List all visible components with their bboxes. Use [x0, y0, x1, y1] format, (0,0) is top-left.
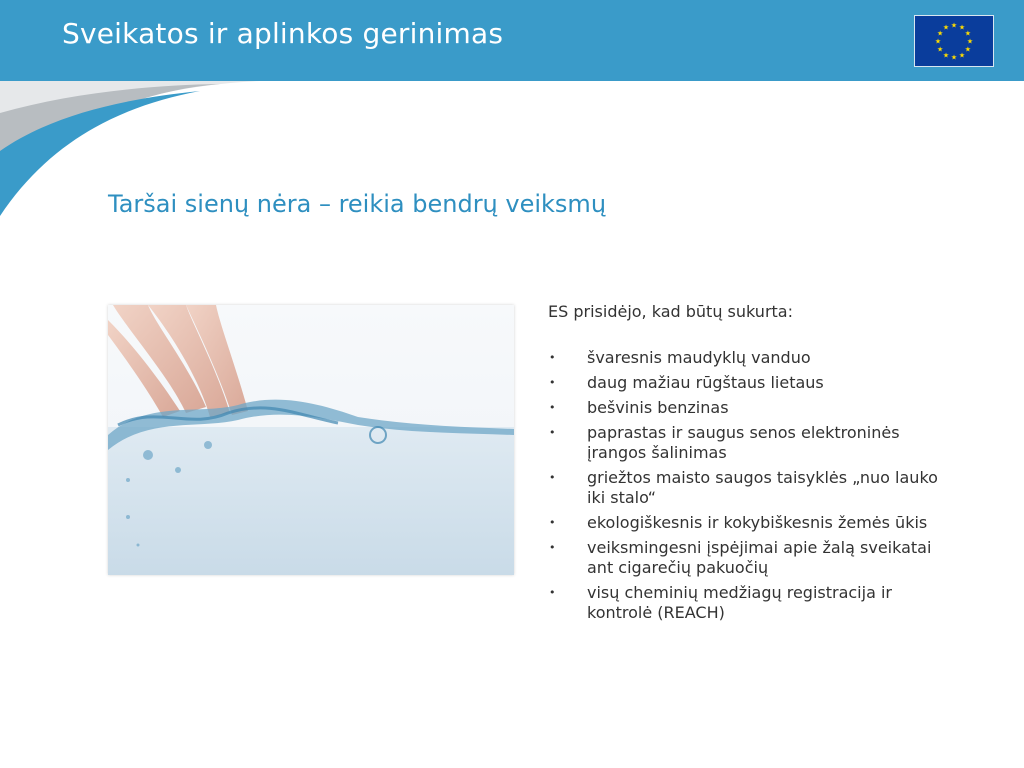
- list-item-text: švaresnis maudyklų vanduo: [587, 348, 811, 367]
- list-item: [548, 583, 948, 623]
- flag-star-icon: ★: [964, 29, 972, 38]
- intro-text: ES prisidėjo, kad būtų sukurta:: [548, 302, 793, 321]
- content-list: [548, 302, 948, 628]
- list-item: [548, 538, 948, 578]
- list-item: [548, 373, 948, 393]
- bullet-icon: •: [549, 351, 556, 364]
- flag-star-icon: ★: [958, 51, 966, 60]
- list-item-text: paprastas ir saugus senos elektroninės įrangos šalinimas: [587, 423, 900, 462]
- bullet-icon: •: [549, 471, 556, 484]
- list-item: [548, 398, 948, 418]
- header-bar: [0, 0, 1024, 81]
- bullet-icon: •: [549, 376, 556, 389]
- bullet-list: [548, 348, 948, 623]
- flag-star-icon: ★: [966, 37, 974, 46]
- flag-star-icon: ★: [950, 21, 958, 30]
- bullet-icon: •: [549, 516, 556, 529]
- flag-star-icon: ★: [964, 45, 972, 54]
- page-title: Sveikatos ir aplinkos gerinimas: [62, 17, 504, 50]
- list-item: [548, 513, 948, 533]
- flag-star-icon: ★: [936, 45, 944, 54]
- bullet-icon: •: [549, 541, 556, 554]
- bullet-icon: •: [549, 586, 556, 599]
- list-item-text: daug mažiau rūgštaus lietaus: [587, 373, 824, 392]
- flag-star-icon: ★: [958, 23, 966, 32]
- flag-star-icon: ★: [934, 37, 942, 46]
- eu-flag-icon: [914, 15, 994, 67]
- list-item-text: ekologiškesnis ir kokybiškesnis žemės ūkis: [587, 513, 928, 532]
- hand-water-splash-image: [108, 305, 514, 575]
- slide-subtitle: Taršai sienų nėra – reikia bendrų veiksmų: [108, 190, 607, 218]
- list-item-text: veiksmingesni įspėjimai apie žalą sveikatai ant cigarečių pakuočių: [587, 538, 932, 577]
- list-item-text: griežtos maisto saugos taisyklės „nuo lauko iki stalo“: [587, 468, 938, 507]
- bullet-icon: •: [549, 426, 556, 439]
- flag-star-icon: ★: [950, 53, 958, 62]
- list-item: [548, 423, 948, 463]
- flag-star-icon: ★: [942, 51, 950, 60]
- bullet-icon: •: [549, 401, 556, 414]
- list-item: [548, 468, 948, 508]
- list-item-text: visų cheminių medžiagų registracija ir kontrolė (REACH): [587, 583, 892, 622]
- list-item-text: bešvinis benzinas: [587, 398, 729, 417]
- flag-star-icon: ★: [936, 29, 944, 38]
- list-item: [548, 348, 948, 368]
- flag-star-icon: ★: [942, 23, 950, 32]
